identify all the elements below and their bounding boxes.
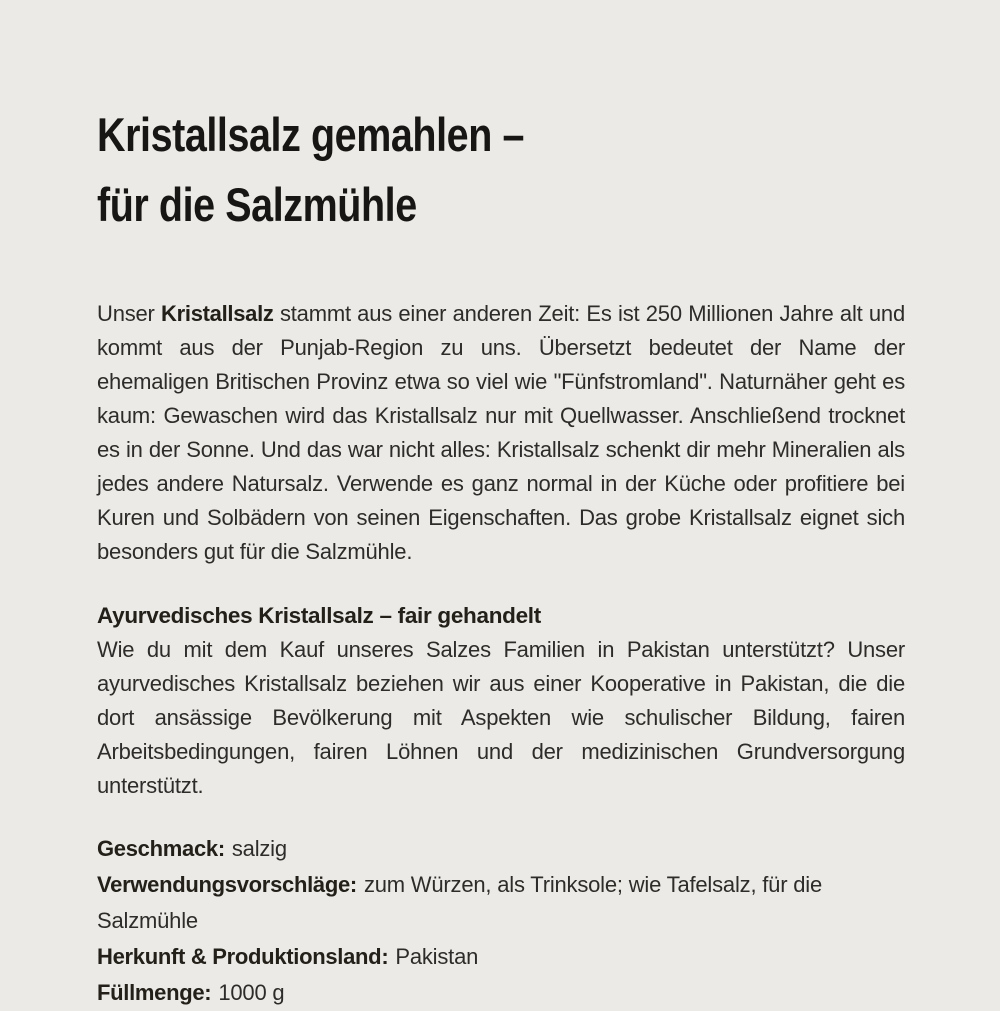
title-line-1: Kristallsalz gemahlen – — [97, 108, 524, 161]
detail-label: Füllmenge: — [97, 980, 212, 1005]
intro-product-name: Kristallsalz — [161, 301, 274, 326]
detail-value: salzig — [231, 836, 287, 861]
detail-row-quantity — [97, 975, 905, 1011]
detail-row-taste — [97, 831, 905, 867]
intro-prefix: Unser — [97, 301, 162, 326]
fair-trade-paragraph: Wie du mit dem Kauf unseres Salzes Familien in Pakistan unterstützt? Unser ayurvedisches Kristallsalz beziehen wir aus einer Kooperative in Pakistan, die die dort ansässige Bevölkerung mit Aspekten wie schulischer Bildung, fairen Arbeitsbedingungen, fairen Löhnen und der medizinischen Grundversorgung unterstützt. — [97, 637, 905, 798]
page-title — [97, 100, 905, 240]
detail-value: Pakistan — [395, 944, 479, 969]
detail-row-origin — [97, 939, 905, 975]
product-details — [97, 831, 905, 1011]
content-area — [97, 100, 905, 1011]
detail-label: Herkunft & Produktionsland: — [97, 944, 389, 969]
detail-label: Verwendungsvorschläge: — [97, 872, 357, 897]
intro-rest: stammt aus einer anderen Zeit: Es ist 250 Millionen Jahre alt und kommt aus der Punjab-Region zu uns. Übersetzt bedeutet der Name der ehemaligen Britischen Provinz etwa so viel wie "Fünfstromland". Naturnäher geht es kaum: Gewaschen wird das Kristallsalz nur mit Quellwasser. Anschließend trocknet es in der Sonne. Und das war nicht alles: Kristallsalz schenkt dir mehr Mineralien als jedes andere Natursalz. Verwende es ganz normal in der Küche oder profitiere bei Kuren und Solbädern von seinen Eigenschaften. Das grobe Kristallsalz eignet sich besonders gut für die Salzmühle. — [97, 301, 905, 564]
detail-label: Geschmack: — [97, 836, 225, 861]
fair-trade-heading: Ayurvedisches Kristallsalz – fair gehandelt — [97, 603, 541, 628]
intro-paragraph — [97, 297, 905, 569]
detail-value: zum Würzen, als Trinksole; wie Tafelsalz, für die Salzmühle — [97, 872, 823, 933]
detail-row-usage — [97, 867, 905, 939]
detail-value: 1000 g — [218, 980, 285, 1005]
title-line-2: für die Salzmühle — [97, 178, 417, 231]
